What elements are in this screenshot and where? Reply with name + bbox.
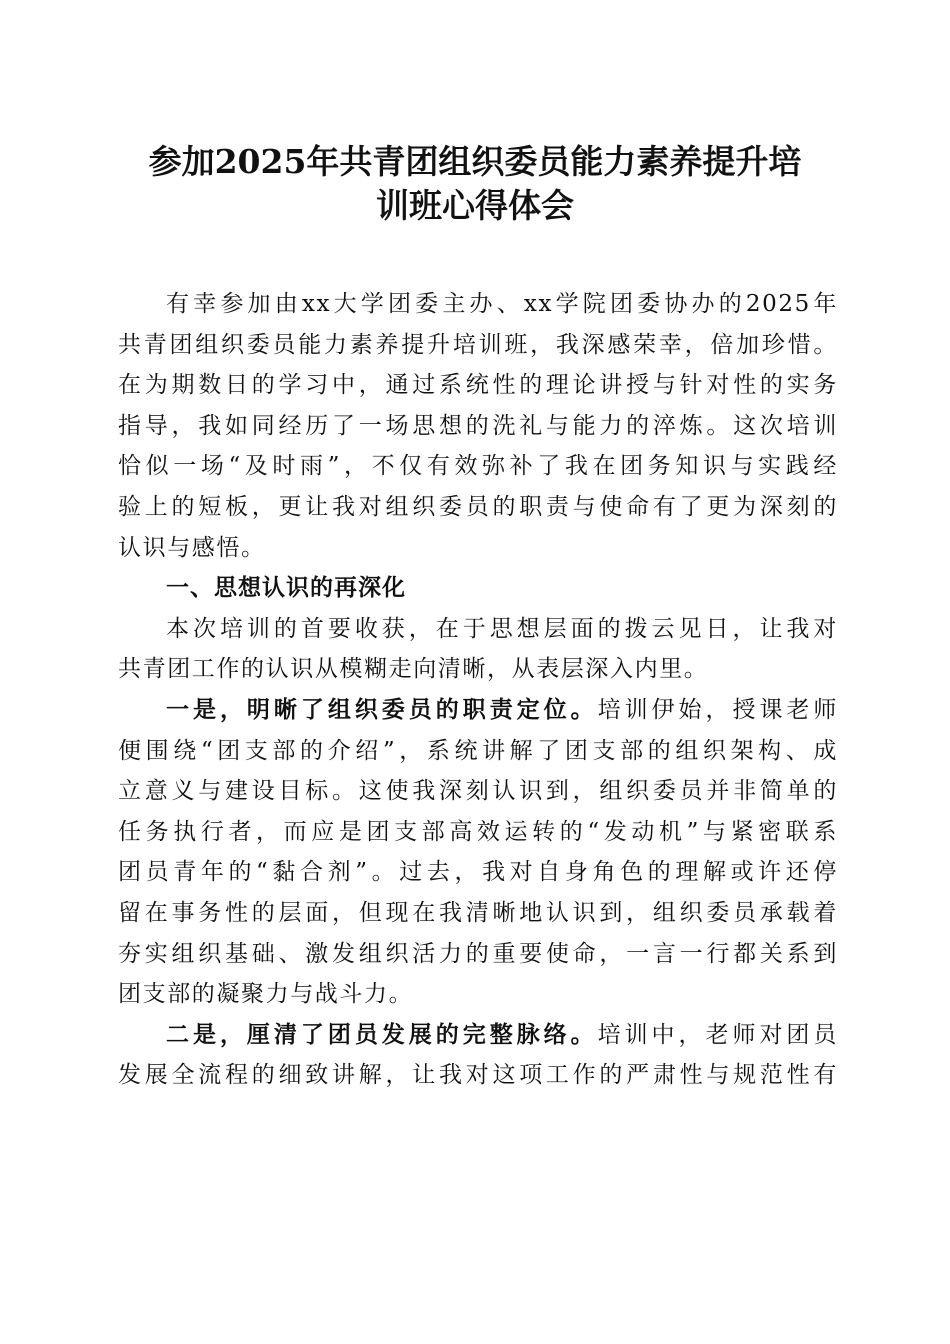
- document-body: [118, 284, 838, 1096]
- text-line: 认识与感悟。: [118, 534, 266, 561]
- text-line: 留在事务性的层面，但现在我清晰地认识到，组织委员承载着: [118, 899, 838, 926]
- text-line: 恰似一场“及时雨”，不仅有效弥补了我在团务知识与实践经: [118, 453, 838, 480]
- paragraph-section-intro: [118, 609, 838, 690]
- point-text: 培训中，老师对团员: [597, 1021, 838, 1048]
- document-title: [100, 140, 850, 228]
- text-line: 便围绕“团支部的介绍”，系统讲解了团支部的组织架构、成: [118, 737, 838, 764]
- point-text: 培训伊始，授课老师: [597, 696, 838, 723]
- title-line-2: 训班心得体会: [376, 186, 574, 225]
- text-line: 在为期数日的学习中，通过系统性的理论讲授与针对性的实务: [118, 372, 838, 399]
- text-line: [118, 1015, 838, 1056]
- point-lead: 一是，明晰了组织委员的职责定位。: [166, 695, 598, 723]
- title-line-1: 参加2025年共青团组织委员能力素养提升培: [148, 142, 802, 181]
- section-heading: 一、思想认识的再深化: [166, 575, 406, 602]
- paragraph-point-one: [118, 690, 838, 1015]
- text-line: 有幸参加由xx大学团委主办、xx学院团委协办的2025年: [166, 291, 838, 317]
- text-line: 夯实组织基础、激发组织活力的重要使命，一言一行都关系到: [118, 940, 838, 967]
- text-line: 共青团组织委员能力素养提升培训班，我深感荣幸，倍加珍惜。: [118, 331, 838, 358]
- text-line: 发展全流程的细致讲解，让我对这项工作的严肃性与规范性有: [118, 1062, 838, 1089]
- text-line: [118, 690, 838, 731]
- text-line: 立意义与建设目标。这使我深刻认识到，组织委员并非简单的: [118, 778, 838, 805]
- text-line: 共青团工作的认识从模糊走向清晰，从表层深入内里。: [118, 656, 709, 683]
- point-lead: 二是，厘清了团员发展的完整脉络。: [166, 1020, 598, 1048]
- paragraph-point-two: [118, 1015, 838, 1096]
- text-line: 验上的短板，更让我对组织委员的职责与使命有了更为深刻的: [118, 493, 838, 520]
- paragraph-intro: [118, 284, 838, 568]
- text-line: 任务执行者，而应是团支部高效运转的“发动机”与紧密联系: [118, 818, 838, 845]
- text-line: 团员青年的“黏合剂”。过去，我对自身角色的理解或许还停: [118, 859, 838, 886]
- text-line: 指导，我如同经历了一场思想的洗礼与能力的淬炼。这次培训: [118, 412, 838, 439]
- text-line: 本次培训的首要收获，在于思想层面的拨云见日，让我对: [166, 615, 838, 642]
- text-line: 团支部的凝聚力与战斗力。: [118, 981, 414, 1008]
